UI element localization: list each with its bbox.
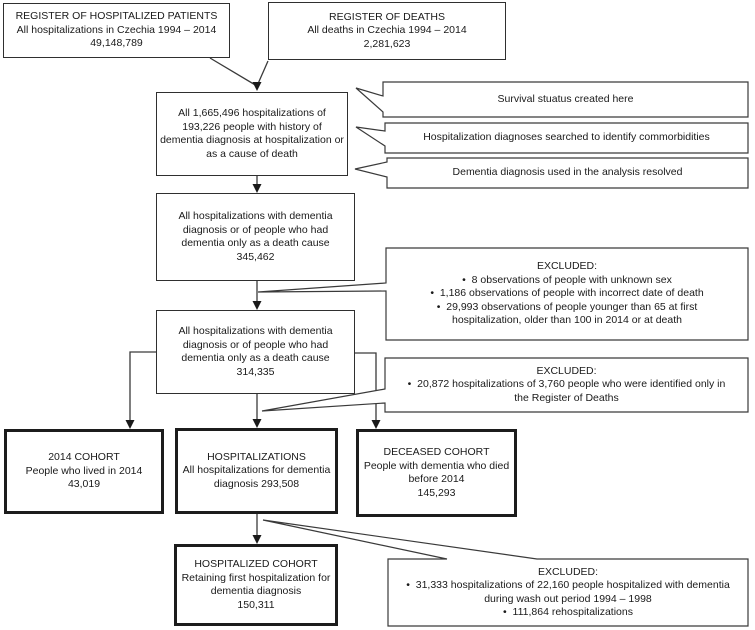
box-hospitalized-cohort [174, 544, 338, 626]
arrowhead-into-2014cohort [126, 420, 135, 429]
arrow-registers-merge [210, 58, 268, 86]
arrowhead-into-hospitalized [253, 535, 262, 544]
cohort-2014-subtitle: People who lived in 2014 [25, 464, 143, 477]
callout-excluded-2 [385, 358, 748, 412]
arrowhead-into-deceased [372, 420, 381, 429]
hospitalized-cohort-title: HOSPITALIZED COHORT [194, 558, 318, 570]
box-register-deaths [268, 2, 506, 60]
box-step-314335 [156, 310, 355, 394]
step-314335-value: 314,335 [236, 365, 275, 378]
register-deaths-value: 2,281,623 [363, 37, 411, 50]
callout-dementia-dx [387, 158, 748, 188]
box-step-history [156, 92, 348, 176]
excluded-1-item: • 29,993 observations of people younger than 65 at first hospitalization, older than 100 in 2014 or at death [436, 300, 698, 327]
excluded-3-item: • 31,333 hospitalizations of 22,160 people hospitalized with dementia during wash out period 1994 – 1998 [406, 579, 730, 605]
arrowhead-into-step2 [253, 184, 262, 193]
cohort-2014-value: 43,019 [67, 478, 101, 491]
callout-dementia-dx-text: Dementia diagnosis used in the analysis resolved [452, 166, 683, 179]
hospitalized-cohort-value: 150,311 [237, 598, 275, 611]
excluded-1-title: EXCLUDED: [536, 260, 598, 273]
register-hospitalized-subtitle: All hospitalizations in Czechia 1994 – 2014 [16, 23, 217, 36]
excluded-1-item: • 8 observations of people with unknown sex [462, 273, 672, 286]
arrowhead-into-step1 [253, 82, 262, 91]
hospitalizations-title: HOSPITALIZATIONS [207, 450, 306, 463]
box-register-hospitalized [3, 3, 230, 58]
callout-comorbidities-text: Hospitalization diagnoses searched to identify commorbidities [423, 131, 710, 144]
box-step-345462 [156, 193, 355, 281]
callout-excluded-1 [386, 248, 748, 340]
box-cohort-2014 [4, 429, 164, 514]
callout-survival-text: Survival stuatus created here [497, 92, 634, 105]
callout-comorbidities [385, 123, 748, 153]
excluded-1-item: • 1,186 observations of people with incorrect date of death [430, 287, 704, 300]
step-314335-text: All hospitalizations with dementia diagnosis or of people who had dementia only as a death cause [178, 325, 333, 364]
arrowhead-into-hospitalizations [253, 419, 262, 428]
register-hospitalized-title: REGISTER OF HOSPITALIZED PATIENTS [15, 10, 218, 23]
cohort-2014-title: 2014 COHORT [48, 451, 120, 464]
deceased-cohort-subtitle: People with dementia who died before 2014 [363, 459, 510, 485]
arrow-step3-2014cohort [130, 352, 156, 421]
arrowhead-into-step3 [253, 301, 262, 310]
excluded-2-item: • 20,872 hospitalizations of 3,760 people who were identified only in the Register of Deaths [407, 378, 726, 404]
register-deaths-title: REGISTER OF DEATHS [329, 10, 445, 23]
step-history-text: All 1,665,496 hospitalizations of 193,226 people with history of dementia diagnosis at hospitalization or as a cause of death [160, 107, 344, 160]
callout-survival [383, 82, 748, 117]
callout-excluded-3 [388, 559, 748, 626]
excluded-2-title: EXCLUDED: [536, 364, 597, 377]
hospitalized-cohort-subtitle: Retaining first hospitalization for dementia diagnosis [181, 571, 331, 597]
box-hospitalizations [175, 428, 338, 514]
excluded-3-item: • 111,864 rehospitalizations [503, 606, 633, 618]
excluded-3-title: EXCLUDED: [537, 565, 599, 578]
step-345462-value: 345,462 [236, 250, 275, 263]
hospitalizations-subtitle: All hospitalizations for dementia diagnosis 293,508 [182, 464, 331, 490]
arrow-step3-deceased [355, 353, 376, 421]
deceased-cohort-value: 145,293 [417, 486, 456, 499]
register-hospitalized-value: 49,148,789 [90, 37, 143, 50]
step-345462-text: All hospitalizations with dementia diagnosis or of people who had dementia only as a death cause [178, 210, 333, 249]
deceased-cohort-title: DECEASED COHORT [383, 446, 490, 458]
register-deaths-subtitle: All deaths in Czechia 1994 – 2014 [307, 24, 467, 37]
box-deceased-cohort [356, 429, 517, 517]
